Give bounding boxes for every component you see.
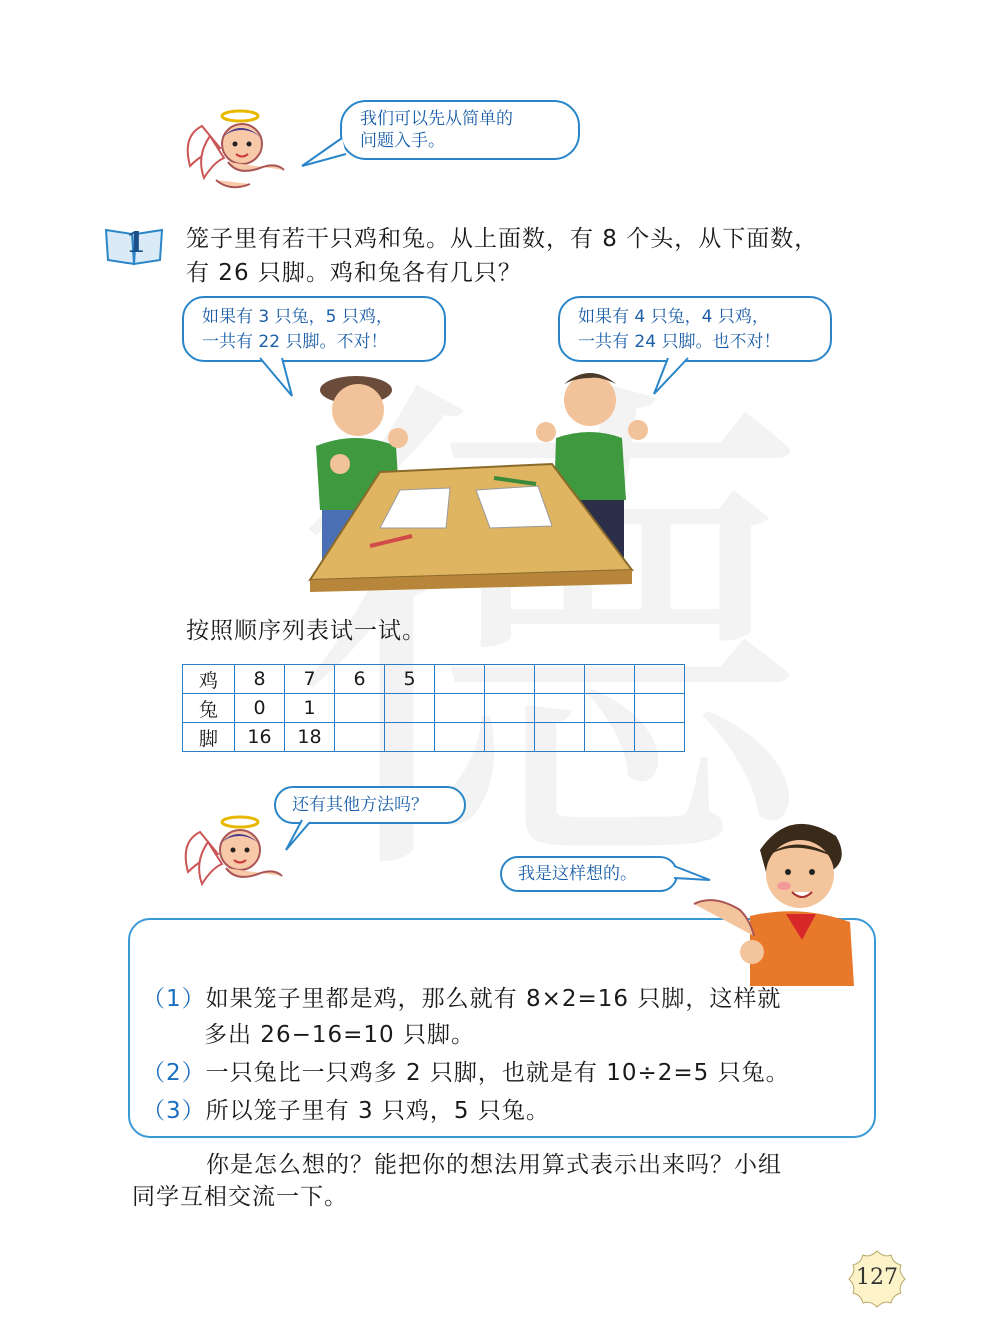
table-cell: [335, 723, 385, 752]
step-number: （2）: [142, 1060, 206, 1086]
table-cell: 16: [235, 723, 285, 752]
step-number: （1）: [142, 986, 206, 1012]
table-cell: [435, 665, 485, 694]
table-cell: [585, 665, 635, 694]
step-text: 如果笼子里都是鸡，那么就有 8×2=16 只脚，这样就: [205, 986, 782, 1012]
row-header-feet: 脚: [183, 723, 235, 752]
table-cell: [435, 723, 485, 752]
table-row: [183, 665, 685, 694]
step-number: （3）: [142, 1098, 206, 1124]
table-cell: [635, 694, 685, 723]
problem-line-2: 有 26 只脚。鸡和兔各有几只？: [186, 260, 522, 286]
table-cell: [485, 694, 535, 723]
table-cell: [535, 723, 585, 752]
boy-illustration-bottom: [690, 810, 866, 986]
table-cell: 8: [235, 665, 285, 694]
page-number: 127: [856, 1265, 898, 1290]
speech-bubble-boy-left: [182, 296, 446, 362]
table-cell: [535, 694, 585, 723]
table-cell: [335, 694, 385, 723]
method-step-2: [142, 1056, 790, 1090]
bubble-tail: [256, 356, 306, 398]
method-step-1-continued: 多出 26−16=10 只脚。: [204, 1022, 475, 1048]
step-text: 一只兔比一只鸡多 2 只脚，也就是有 10÷2=5 只兔。: [205, 1060, 790, 1086]
table-cell: [485, 723, 535, 752]
table-cell: 0: [235, 694, 285, 723]
row-header-rabbit: 兔: [183, 694, 235, 723]
row-header-chicken: 鸡: [183, 665, 235, 694]
table-cell: [585, 694, 635, 723]
problem-number-badge: [104, 226, 164, 266]
table-cell: 5: [385, 665, 435, 694]
bubble-line: 还有其他方法吗？: [292, 795, 428, 815]
bubble-line: 如果有 4 只兔，4 只鸡，: [578, 307, 769, 327]
table-cell: 1: [285, 694, 335, 723]
bubble-line: 一共有 24 只脚。也不对！: [578, 332, 781, 352]
bubble-line: 问题入手。: [360, 131, 445, 151]
method-step-3: [142, 1094, 550, 1128]
method-step-1: [142, 982, 781, 1016]
table-cell: [385, 694, 435, 723]
angel-illustration-top: [180, 96, 300, 200]
table-row: [183, 694, 685, 723]
boys-at-table-illustration: [300, 360, 660, 592]
table-cell: [635, 723, 685, 752]
table-cell: 7: [285, 665, 335, 694]
step-text: 所以笼子里有 3 只鸡，5 只兔。: [205, 1098, 550, 1124]
closing-line-2: 同学互相交流一下。: [132, 1184, 348, 1210]
bubble-line: 我们可以先从简单的: [360, 109, 513, 129]
speech-bubble-boy-bottom: [500, 856, 678, 892]
bubble-line: 一共有 22 只脚。不对！: [202, 332, 388, 352]
closing-line-1: 你是怎么想的？能把你的想法用算式表示出来吗？小组: [206, 1152, 782, 1178]
speech-bubble-angel-top: [340, 100, 580, 160]
table-cell: [585, 723, 635, 752]
table-cell: [485, 665, 535, 694]
bubble-tail: [282, 818, 312, 852]
table-cell: [385, 723, 435, 752]
speech-bubble-boy-right: [558, 296, 832, 362]
bubble-line: 我是这样想的。: [518, 864, 637, 884]
instruction-text: 按照顺序列表试一试。: [186, 618, 426, 644]
table-cell: 18: [285, 723, 335, 752]
table-cell: [535, 665, 585, 694]
trial-table: [182, 664, 685, 752]
page-number-badge: [846, 1248, 908, 1310]
problem-number: 1: [126, 226, 146, 259]
bubble-line: 如果有 3 只兔，5 只鸡，: [202, 307, 393, 327]
table-row: [183, 723, 685, 752]
table-cell: [435, 694, 485, 723]
problem-line-1: 笼子里有若干只鸡和兔。从上面数，有 8 个头，从下面数，: [186, 226, 819, 252]
table-cell: 6: [335, 665, 385, 694]
bubble-tail: [298, 136, 348, 170]
table-cell: [635, 665, 685, 694]
